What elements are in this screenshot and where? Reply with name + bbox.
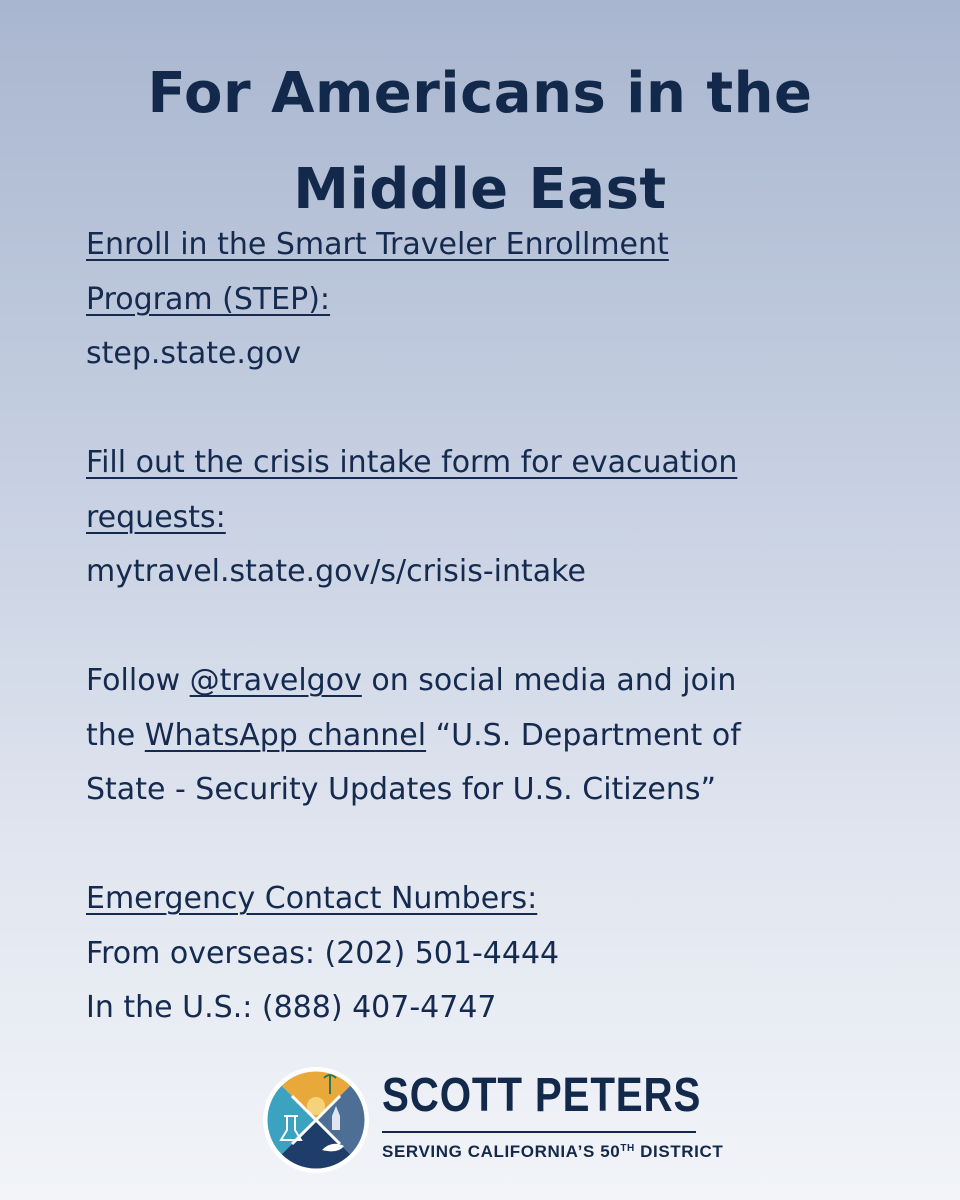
step-url: step.state.gov (86, 336, 302, 371)
brand-divider (382, 1131, 696, 1133)
tagline-prefix: SERVING CALIFORNIA’S 50 (382, 1142, 621, 1161)
crisis-heading-line-1[interactable]: Fill out the crisis intake form for evacuation (86, 445, 738, 480)
follow-line-2-prefix: the (86, 717, 145, 753)
crisis-url: mytravel.state.gov/s/crisis-intake (86, 554, 586, 589)
follow-suffix: on social media and join (361, 663, 737, 698)
follow-prefix: Follow (86, 663, 190, 698)
district-seal-logo (262, 1066, 370, 1174)
overseas-number: From overseas: (202) 501-4444 (86, 935, 560, 971)
emergency-heading[interactable]: Emergency Contact Numbers: (86, 881, 538, 916)
title-line-2: Middle East (293, 157, 667, 222)
title-line-1: For Americans in the (147, 61, 813, 126)
spacer (86, 600, 886, 655)
crisis-heading-line-2[interactable]: requests: (86, 499, 226, 535)
spacer (86, 818, 886, 873)
page-title (0, 46, 960, 238)
follow-line-2 (86, 709, 886, 764)
whatsapp-channel-link[interactable]: WhatsApp channel (144, 717, 427, 753)
step-heading-line-1[interactable]: Enroll in the Smart Traveler Enrollment (86, 227, 669, 262)
travelgov-link[interactable]: @travelgov (189, 663, 362, 698)
step-heading-line-2[interactable]: Program (STEP): (86, 281, 331, 317)
tagline-suffix: DISTRICT (634, 1142, 724, 1161)
follow-line-2-suffix: “U.S. Department of (426, 717, 741, 753)
us-number: In the U.S.: (888) 407-4747 (86, 990, 497, 1025)
follow-line-3: State - Security Updates for U.S. Citizens” (86, 772, 717, 807)
tagline-ordinal: TH (620, 1143, 635, 1154)
follow-line-1 (86, 654, 886, 709)
brand-name: SCOTT PETERS (382, 1069, 702, 1122)
spacer (86, 382, 886, 437)
info-content (86, 218, 886, 1036)
brand-tagline (382, 1138, 724, 1163)
